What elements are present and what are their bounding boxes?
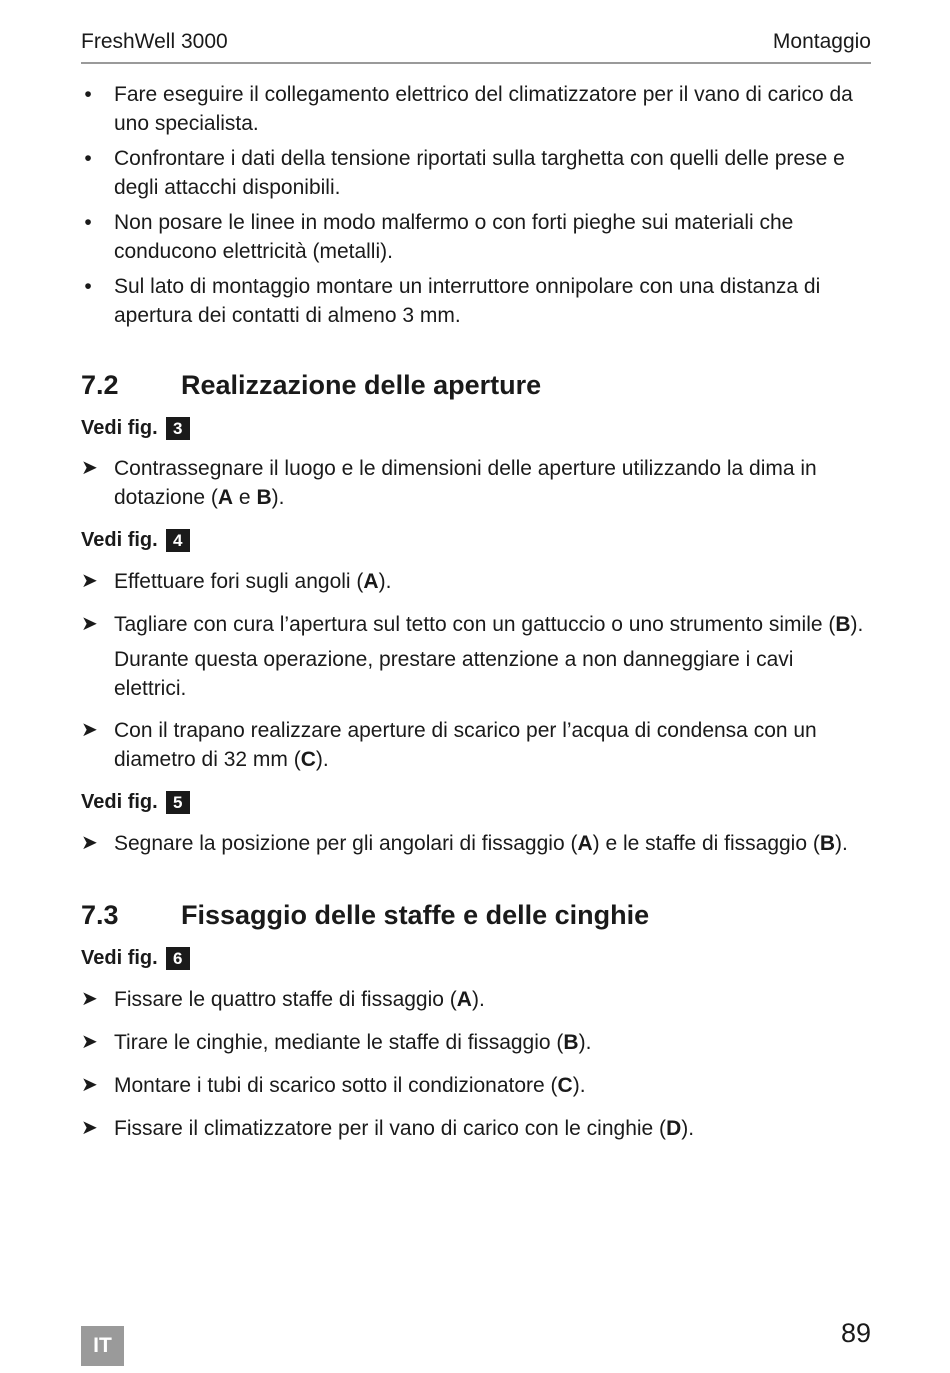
step-key: C bbox=[300, 748, 316, 771]
bullet-text: Sul lato di montaggio montare un interruttore onnipolare con una distanza di apertura dei contatti di almeno 3 mm. bbox=[114, 275, 821, 327]
page-content bbox=[81, 80, 871, 1143]
step-key: A bbox=[217, 486, 234, 509]
figure-reference-label: Vedi fig. bbox=[81, 529, 158, 551]
bullet-icon: • bbox=[84, 275, 92, 298]
instruction-step bbox=[81, 1028, 871, 1057]
section-number: 7.2 bbox=[81, 370, 119, 400]
step-text: Fissare le quattro staffe di fissaggio ( bbox=[114, 988, 457, 1011]
step-key: B bbox=[835, 613, 851, 636]
instruction-step bbox=[81, 1114, 871, 1143]
step-key: B bbox=[256, 486, 272, 509]
step-note: Durante questa operazione, prestare attenzione a non danneggiare i cavi elettrici. bbox=[114, 648, 794, 700]
section-heading-7-2 bbox=[81, 368, 871, 402]
instruction-step bbox=[81, 567, 871, 596]
bullet-icon: • bbox=[84, 83, 92, 106]
figure-reference bbox=[81, 526, 871, 554]
step-text: ). bbox=[572, 1074, 586, 1097]
section-title: Fissaggio delle staffe e delle cinghie bbox=[181, 900, 650, 930]
arrow-icon: ➤ bbox=[81, 613, 98, 635]
step-key: C bbox=[557, 1074, 573, 1097]
list-item bbox=[81, 144, 871, 202]
step-key: D bbox=[666, 1117, 682, 1140]
step-text: Tagliare con cura l’apertura sul tetto con un gattuccio o uno strumento simile ( bbox=[114, 613, 836, 636]
figure-number-badge: 4 bbox=[166, 529, 190, 552]
list-item bbox=[81, 208, 871, 266]
step-text: ). bbox=[835, 832, 848, 855]
arrow-icon: ➤ bbox=[81, 570, 98, 592]
step-key: A bbox=[456, 988, 472, 1011]
step-text: Tirare le cinghie, mediante le staffe di fissaggio ( bbox=[114, 1031, 564, 1054]
step-key: A bbox=[577, 832, 593, 855]
page-number: 89 bbox=[840, 1318, 871, 1348]
figure-number-badge: 3 bbox=[166, 417, 190, 440]
bullet-icon: • bbox=[84, 147, 92, 170]
page-header bbox=[81, 30, 871, 64]
instruction-step bbox=[81, 829, 871, 858]
bullet-list bbox=[81, 80, 871, 330]
list-item bbox=[81, 272, 871, 330]
step-key: B bbox=[563, 1031, 579, 1054]
figure-reference bbox=[81, 788, 871, 816]
figure-number-badge: 6 bbox=[166, 947, 190, 970]
arrow-icon: ➤ bbox=[81, 457, 98, 479]
step-text: ). bbox=[378, 570, 392, 593]
bullet-text: Fare eseguire il collegamento elettrico del climatizzatore per il vano di carico da uno specialista. bbox=[114, 83, 853, 135]
section-number: 7.3 bbox=[81, 900, 119, 930]
header-product-name: FreshWell 3000 bbox=[81, 30, 228, 53]
step-key: B bbox=[819, 832, 836, 855]
step-text: Segnare la posizione per gli angolari di fissaggio ( bbox=[114, 832, 578, 855]
instruction-step bbox=[81, 454, 871, 512]
step-text: ). bbox=[681, 1117, 695, 1140]
figure-reference bbox=[81, 944, 871, 972]
section-heading-7-3 bbox=[81, 898, 871, 932]
language-badge: IT bbox=[81, 1326, 124, 1366]
header-chapter-name: Montaggio bbox=[772, 30, 871, 53]
instruction-step bbox=[81, 985, 871, 1014]
arrow-icon: ➤ bbox=[81, 1031, 98, 1053]
step-text: ). bbox=[578, 1031, 592, 1054]
step-text: e bbox=[233, 486, 257, 509]
figure-reference-label: Vedi fig. bbox=[81, 791, 158, 813]
figure-reference bbox=[81, 414, 871, 442]
section-title: Realizzazione delle aperture bbox=[181, 370, 542, 400]
step-text: ) e le staffe di fissaggio ( bbox=[592, 832, 820, 855]
arrow-icon: ➤ bbox=[81, 719, 98, 741]
instruction-step bbox=[81, 610, 871, 639]
figure-number-badge: 5 bbox=[166, 791, 190, 814]
instruction-step bbox=[81, 716, 871, 774]
step-text: ). bbox=[471, 988, 485, 1011]
step-text: ). bbox=[315, 748, 329, 771]
step-text: Fissare il climatizzatore per il vano di carico con le cinghie ( bbox=[114, 1117, 667, 1140]
step-key: A bbox=[363, 570, 379, 593]
step-text: Montare i tubi di scarico sotto il condizionatore ( bbox=[114, 1074, 558, 1097]
figure-reference-label: Vedi fig. bbox=[81, 947, 158, 969]
step-text: ). bbox=[271, 486, 285, 509]
figure-reference-label: Vedi fig. bbox=[81, 417, 158, 439]
step-text: Con il trapano realizzare aperture di scarico per l’acqua di condensa con un diametro di 32 mm ( bbox=[114, 719, 817, 771]
bullet-icon: • bbox=[84, 211, 92, 234]
arrow-icon: ➤ bbox=[81, 1117, 98, 1139]
arrow-icon: ➤ bbox=[81, 832, 98, 854]
bullet-text: Confrontare i dati della tensione riportati sulla targhetta con quelli delle prese e degli attacchi disponibili. bbox=[114, 147, 845, 199]
step-text: Contrassegnare il luogo e le dimensioni delle aperture utilizzando la dima in dotazione ( bbox=[114, 457, 817, 509]
arrow-icon: ➤ bbox=[81, 988, 98, 1010]
step-text: Effettuare fori sugli angoli ( bbox=[114, 570, 364, 593]
bullet-text: Non posare le linee in modo malfermo o con forti pieghe sui materiali che conducono elettricità (metalli). bbox=[114, 211, 794, 263]
step-text: ). bbox=[850, 613, 864, 636]
arrow-icon: ➤ bbox=[81, 1074, 98, 1096]
list-item bbox=[81, 80, 871, 138]
instruction-step bbox=[81, 1071, 871, 1100]
